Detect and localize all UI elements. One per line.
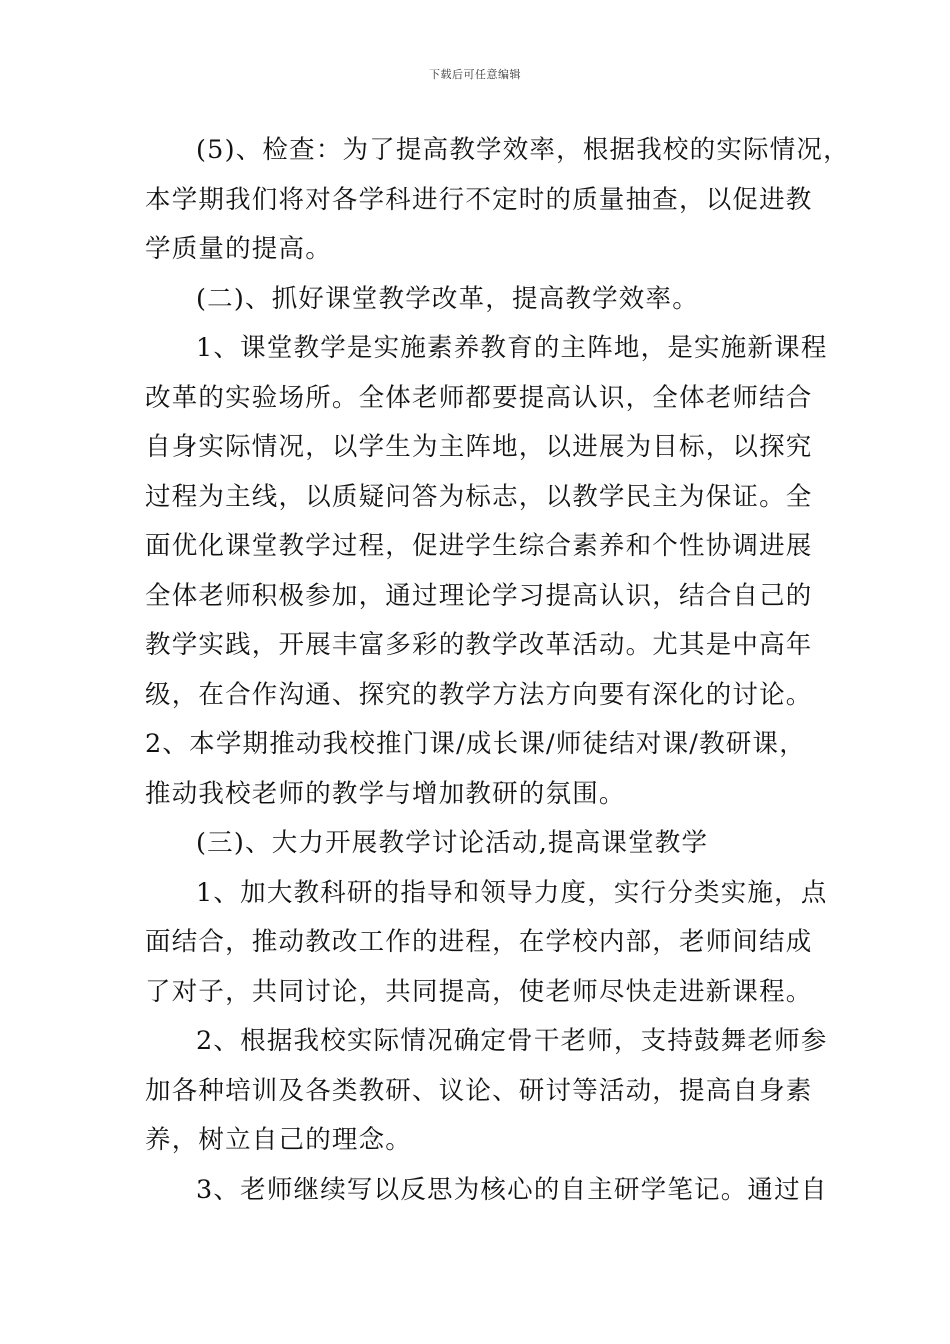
text-line: 全体老师积极参加，通过理论学习提高认识，结合自己的 [145, 580, 813, 611]
text-line: 面结合，推动教改工作的进程，在学校内部，老师间结成 [145, 927, 813, 957]
text-line: 加各种培训及各类教研、议论、研讨等活动，提高自身素 [145, 1075, 813, 1106]
text-line: 2、根据我校实际情况确定骨干老师，支持鼓舞老师参 [196, 1026, 828, 1056]
text-line: 级，在合作沟通、探究的教学方法方向要有深化的讨论。 [145, 679, 813, 710]
text-line: (5)、检查：为了提高教学效率，根据我校的实际情况， [196, 135, 850, 165]
text-line: 1、课堂教学是实施素养教育的主阵地，是实施新课程 [196, 333, 828, 363]
text-line: 过程为主线，以质疑问答为标志，以教学民主为保证。全 [145, 481, 813, 512]
text-line: (三)、大力开展教学讨论活动,提高课堂教学 [196, 828, 709, 858]
page-header-note: 下载后可任意编辑 [429, 68, 521, 81]
text-line: 1、加大教科研的指导和领导力度，实行分类实施，点 [196, 877, 828, 908]
text-line: 2、本学期推动我校推门课/成长课/师徒结对课/教研课， [145, 729, 806, 759]
text-line: 面优化课堂教学过程，促进学生综合素养和个性协调进展 [145, 531, 813, 561]
text-line: 养，树立自己的理念。 [145, 1125, 413, 1155]
text-line: 了对子，共同讨论，共同提高，使老师尽快走进新课程。 [145, 976, 813, 1007]
text-line: 自身实际情况，以学生为主阵地，以进展为目标，以探究 [145, 432, 813, 462]
text-line: 改革的实验场所。全体老师都要提高认识，全体老师结合 [145, 382, 813, 413]
text-line: 3、老师继续写以反思为核心的自主研学笔记。通过自 [196, 1174, 828, 1205]
text-line: (二)、抓好课堂教学改革，提高教学效率。 [196, 283, 699, 314]
text-line: 推动我校老师的教学与增加教研的氛围。 [145, 778, 626, 809]
text-line: 学质量的提高。 [145, 234, 332, 264]
text-line: 教学实践，开展丰富多彩的教学改革活动。尤其是中高年 [145, 630, 813, 660]
document-body [145, 126, 850, 1215]
text-line: 本学期我们将对各学科进行不定时的质量抽查，以促进教 [145, 184, 813, 215]
